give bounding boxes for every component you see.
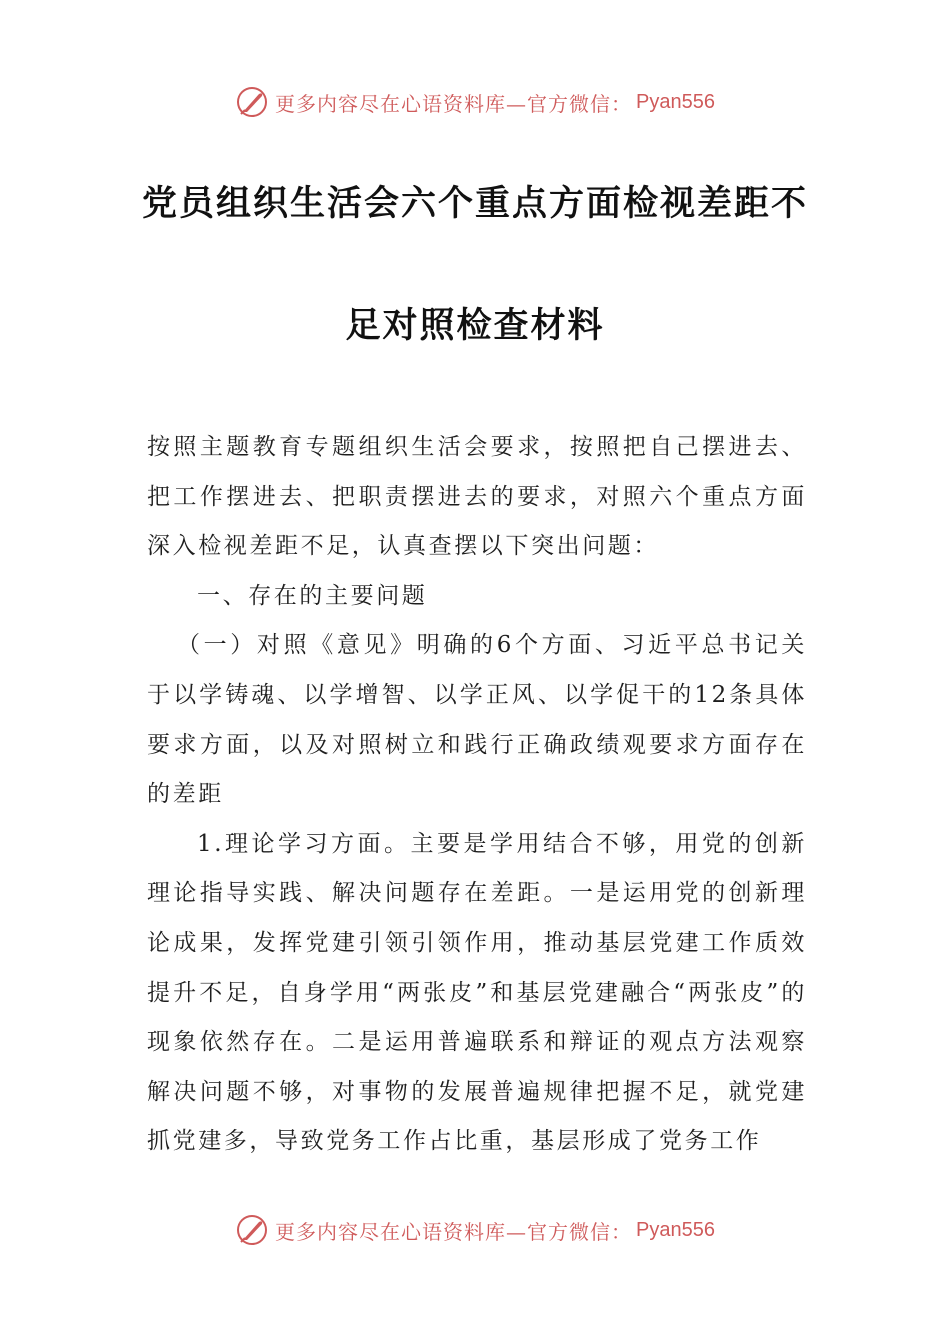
quill-logo-icon bbox=[235, 1213, 269, 1247]
intro-paragraph: 按照主题教育专题组织生活会要求，按照把自己摆进去、把工作摆进去、把职责摆进去的要求，对照六个重点方面深入检视差距不足，认真查摆以下突出问题： bbox=[147, 434, 807, 560]
quill-logo-icon bbox=[235, 85, 269, 119]
document-title-line-1: 党员组织生活会六个重点方面检视差距不 bbox=[141, 184, 808, 224]
watermark-text: 更多内容尽在心语资料库—官方微信： bbox=[275, 91, 633, 116]
watermark-text: 更多内容尽在心语资料库—官方微信： bbox=[275, 1219, 633, 1244]
document-body bbox=[147, 423, 807, 1167]
section-heading: 一、存在的主要问题 bbox=[197, 582, 428, 609]
watermark-footer bbox=[0, 1210, 950, 1250]
subsection-paragraph: （一）对照《意见》明确的6个方面、习近平总书记关于以学铸魂、以学增智、以学正风、以学促干的12条具体要求方面，以及对照树立和践行正确政绩观要求方面存在的差距 bbox=[147, 632, 807, 808]
document-title-line-2: 足对照检查材料 bbox=[345, 306, 605, 346]
watermark-header bbox=[0, 82, 950, 122]
item-paragraph: 1.理论学习方面。主要是学用结合不够，用党的创新理论指导实践、解决问题存在差距。一是运用党的创新理论成果，发挥党建引领引领作用，推动基层党建工作质效提升不足，自身学用“两张皮”和基层党建融合“两张皮”的现象依然存在。二是运用普遍联系和辩证的观点方法观察解决问题不够，对事物的发展普遍规律把握不足，就党建抓党建多，导致党务工作占比重，基层形成了党务工作 bbox=[147, 830, 807, 1155]
watermark-handle: Pyan556 bbox=[636, 1218, 715, 1241]
watermark-handle: Pyan556 bbox=[636, 90, 715, 113]
